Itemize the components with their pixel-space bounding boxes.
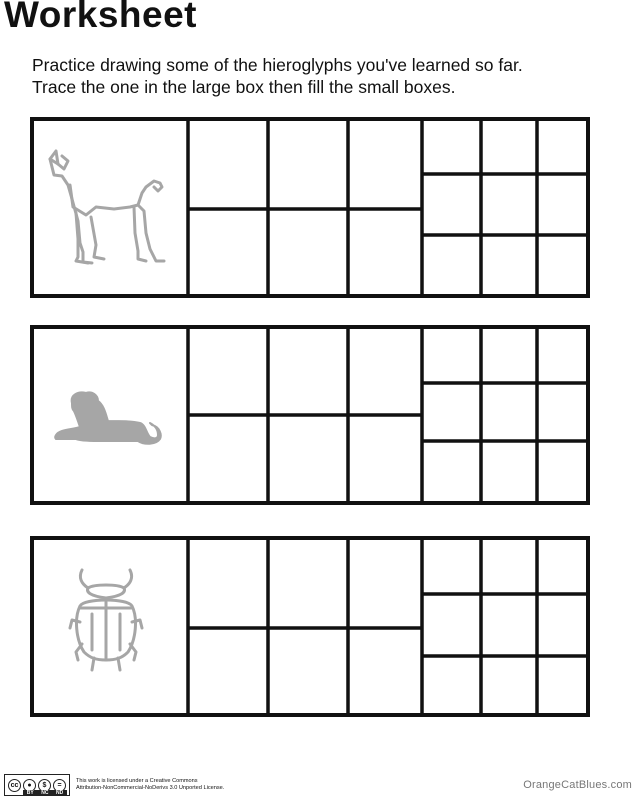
jackal-hieroglyph-icon xyxy=(50,151,164,263)
cc-icon: cc xyxy=(8,779,21,792)
license-footer xyxy=(4,774,224,796)
practice-grid-3 xyxy=(30,536,590,717)
site-credit: OrangeCatBlues.com xyxy=(523,779,632,791)
practice-grid-2 xyxy=(30,325,590,505)
cc-label-by: BY xyxy=(26,790,34,796)
creative-commons-badge xyxy=(4,774,70,796)
noncommercial-icon: $ xyxy=(38,779,51,792)
instruction-line-2: Trace the one in the large box then fill the small boxes. xyxy=(32,77,456,97)
attribution-icon: ● xyxy=(23,779,36,792)
cc-label-nc: NC xyxy=(41,790,49,796)
instructions xyxy=(32,54,523,98)
cc-label-nd: ND xyxy=(55,790,64,796)
license-line-1: This work is licensed under a Creative Commons xyxy=(76,778,198,784)
lion-hieroglyph-icon xyxy=(55,392,160,443)
instruction-line-1: Practice drawing some of the hieroglyphs you've learned so far. xyxy=(32,55,523,75)
noderivs-icon: = xyxy=(53,779,66,792)
license-line-2: Attribution-NonCommercial-NoDerivs 3.0 Unported License. xyxy=(76,785,225,791)
license-text xyxy=(76,774,224,792)
practice-grid-1 xyxy=(30,117,590,298)
scarab-hieroglyph-icon xyxy=(70,570,142,670)
page-title: Worksheet xyxy=(4,0,197,35)
